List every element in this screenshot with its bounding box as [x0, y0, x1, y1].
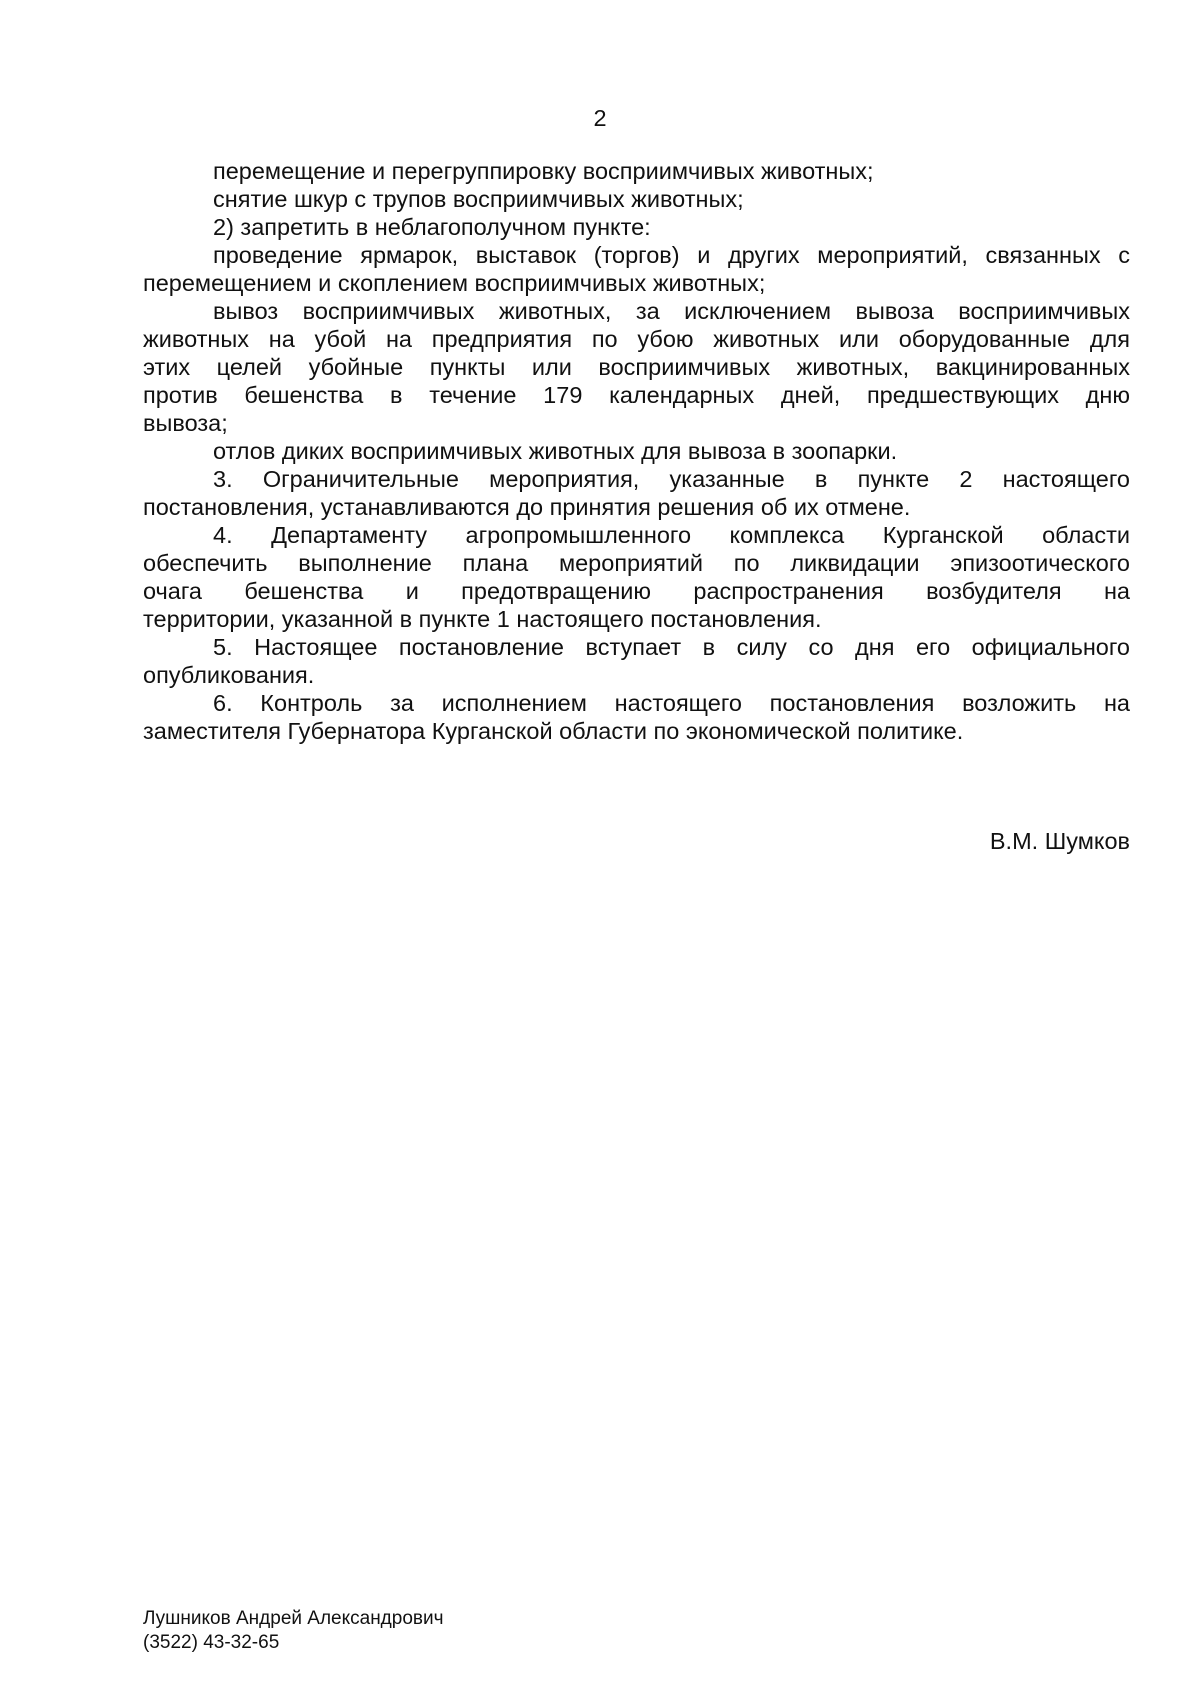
- signature-name: В.М. Шумков: [989, 828, 1130, 854]
- executor-name: Лушников Андрей Александрович: [143, 1608, 444, 1629]
- paragraph: [143, 241, 1130, 297]
- text-line: этих целей убойные пункты или восприимчивых животных, вакцинированных: [143, 354, 1130, 380]
- text-line: заместителя Губернатора Курганской области по экономической политике.: [143, 718, 964, 744]
- paragraph: [143, 521, 1130, 633]
- paragraph: [143, 633, 1130, 689]
- text-line: территории, указанной в пункте 1 настоящего постановления.: [143, 606, 822, 632]
- executor-phone: (3522) 43-32-65: [143, 1632, 280, 1653]
- executor-block: [143, 1607, 444, 1655]
- text-line: отлов диких восприимчивых животных для вывоза в зоопарки.: [213, 438, 898, 464]
- text-line: животных на убой на предприятия по убою животных или оборудованные для: [143, 326, 1130, 352]
- text-line: перемещение и перегруппировку восприимчивых животных;: [213, 158, 874, 184]
- text-line: очага бешенства и предотвращению распространения возбудителя на: [143, 578, 1130, 604]
- paragraph: [143, 689, 1130, 745]
- paragraph: [143, 157, 1130, 185]
- text-line: постановления, устанавливаются до принятия решения об их отмене.: [143, 494, 911, 520]
- text-line: 6. Контроль за исполнением настоящего постановления возложить на: [213, 690, 1130, 716]
- text-line: вывоз восприимчивых животных, за исключением вывоза восприимчивых: [213, 298, 1130, 324]
- paragraph: [143, 185, 1130, 213]
- text-line: обеспечить выполнение плана мероприятий по ликвидации эпизоотического: [143, 550, 1130, 576]
- text-line: снятие шкур с трупов восприимчивых животных;: [213, 186, 744, 212]
- text-line: 5. Настоящее постановление вступает в силу со дня его официального: [213, 634, 1130, 660]
- text-line: вывоза;: [143, 410, 228, 436]
- paragraph: [143, 297, 1130, 437]
- paragraph: [143, 213, 1130, 241]
- text-line: 2) запретить в неблагополучном пункте:: [213, 214, 651, 240]
- text-line: 3. Ограничительные мероприятия, указанные в пункте 2 настоящего: [213, 466, 1130, 492]
- text-line: 4. Департаменту агропромышленного комплекса Курганской области: [213, 522, 1130, 548]
- page-number: 2: [593, 105, 607, 131]
- text-line: перемещением и скоплением восприимчивых животных;: [143, 270, 766, 296]
- paragraph: [143, 437, 1130, 465]
- text-line: против бешенства в течение 179 календарных дней, предшествующих дню: [143, 382, 1130, 408]
- document-body: [143, 157, 1130, 745]
- text-line: проведение ярмарок, выставок (торгов) и других мероприятий, связанных с: [213, 242, 1130, 268]
- paragraph: [143, 465, 1130, 521]
- text-line: опубликования.: [143, 662, 315, 688]
